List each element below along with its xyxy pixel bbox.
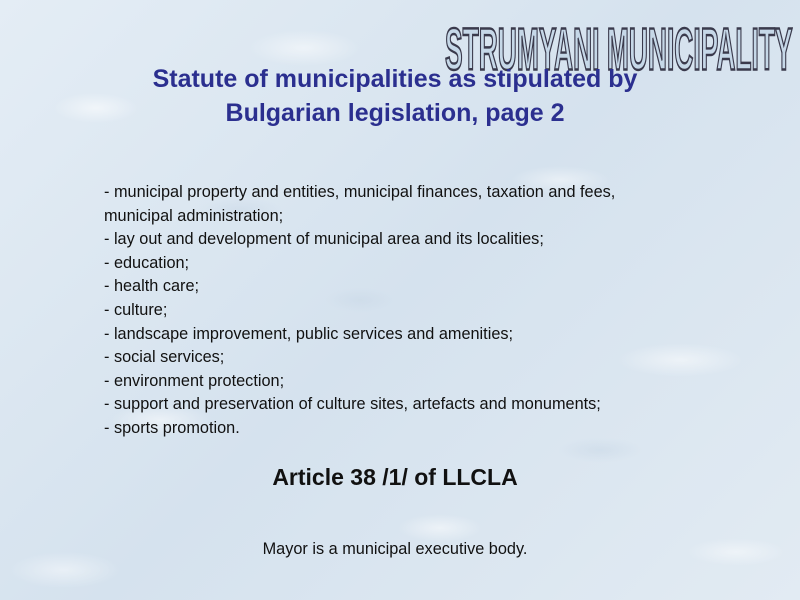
list-item: - lay out and development of municipal area and its localities;: [104, 230, 544, 249]
competence-list: [104, 181, 784, 441]
slide-title: [60, 62, 730, 130]
list-item: municipal administration;: [104, 206, 284, 225]
article-heading: Article 38 /1/ of LLCLA: [272, 464, 518, 490]
mayor-statement: Mayor is a municipal executive body.: [262, 540, 528, 558]
title-line-2: Bulgarian legislation, page 2: [225, 99, 565, 127]
list-item: - sports promotion.: [104, 418, 240, 437]
municipality-watermark: STRUMYANI MUNICIPALITY: [445, 16, 793, 80]
list-item: - education;: [104, 253, 190, 272]
list-item: - environment protection;: [104, 371, 285, 390]
list-item: - health care;: [104, 277, 200, 296]
list-item: - municipal property and entities, municipal finances, taxation and fees,: [104, 183, 616, 201]
list-item: - social services;: [104, 348, 225, 367]
title-line-1: Statute of municipalities as stipulated by: [152, 65, 638, 93]
list-item: - support and preservation of culture sites, artefacts and monuments;: [104, 395, 601, 414]
list-item: - culture;: [104, 300, 168, 319]
list-item: - landscape improvement, public services and amenities;: [104, 324, 514, 343]
